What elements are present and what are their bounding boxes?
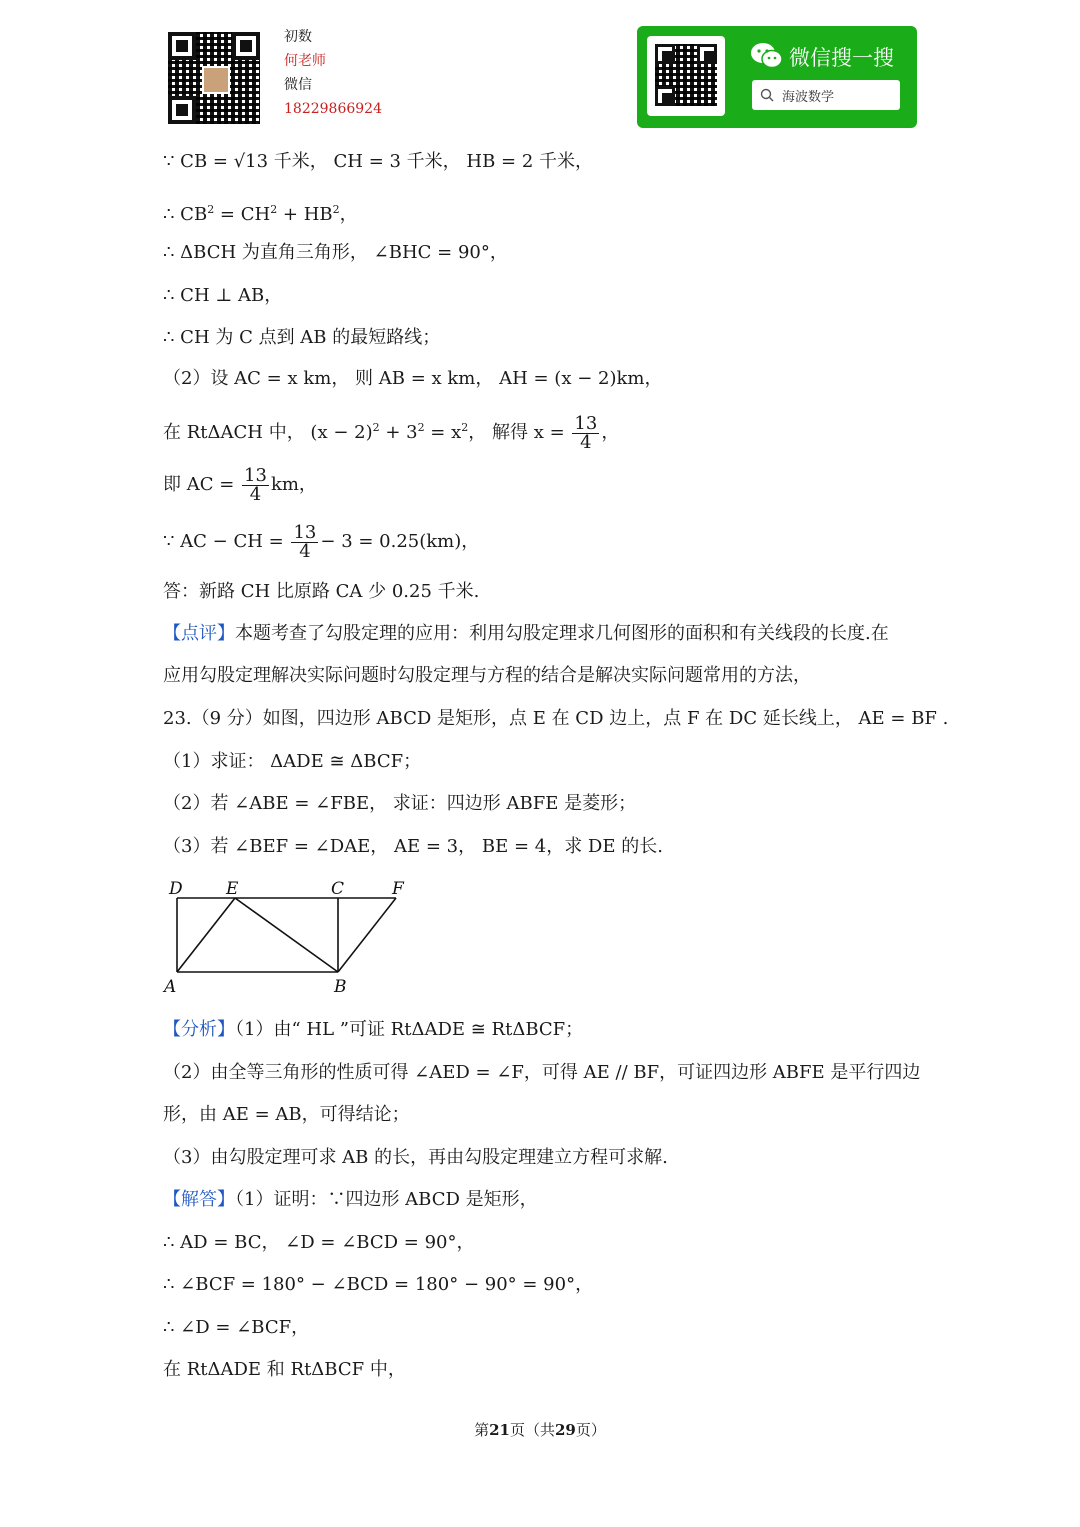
question-23-part-1: （1）求证： ΔADE ≅ ΔBCF； (163, 751, 422, 772)
header-line-1: 初数 (284, 29, 312, 45)
label-c: C (331, 879, 345, 899)
fraction-13-4: $\frac{13}{4}$ (244, 464, 267, 505)
wechat-qr-box (647, 36, 725, 116)
review-line-2: 应用勾股定理解决实际问题时勾股定理与方程的结合是解决实际问题常用的方法， (163, 665, 811, 686)
text-line-equation: 在 RtΔACH 中， $(x - 2)^2 + 3^2 = x^2$， 解得 x = $\frac{13}{4}$ ， (163, 412, 620, 453)
question-23-part-3: （3）若 ∠BEF = ∠DAE， AE = 3， BE = 4，求 DE 的长. (163, 836, 663, 857)
answer-tag: 解答 (181, 1189, 217, 1210)
wechat-search-box[interactable] (752, 80, 900, 110)
segment-eb (235, 898, 338, 972)
analysis-tag: 分析 (181, 1019, 217, 1040)
text-line-part2-setup: （2）设 AC = x km， 则 AB = x km， AH = (x − 2)km， (163, 368, 663, 389)
analysis-line-4: （3）由勾股定理可求 AB 的长，再由勾股定理建立方程可求解. (163, 1147, 668, 1168)
wechat-search-card[interactable] (637, 26, 917, 128)
text-line-right-triangle: ∴ ΔBCH 为直角三角形， ∠BHC = 90°， (163, 242, 508, 263)
wechat-title: 微信搜一搜 (789, 46, 894, 70)
answer-line-3: ∴ ∠BCF = 180° − ∠BCD = 180° − 90° = 90°， (163, 1274, 594, 1295)
header-teacher-name: 何老师 (284, 53, 326, 69)
question-23-part-2: （2）若 ∠ABE = ∠FBE， 求证：四边形 ABFE 是菱形； (163, 793, 637, 814)
wechat-qr-code (655, 44, 717, 106)
analysis-line-1: 【分析】（1）由“ HL ”可证 RtΔADE ≅ RtΔBCF； (163, 1019, 584, 1040)
teacher-qr-code (168, 32, 260, 124)
label-d: D (169, 879, 183, 899)
answer-line-4: ∴ ∠D = ∠BCF， (163, 1317, 310, 1338)
segment-ae (177, 898, 235, 972)
geometry-figure (158, 874, 418, 1000)
text-line-difference: ∵ AC − CH = $\frac{13}{4}$ − 3 = 0.25(km)， (163, 521, 480, 562)
wechat-icon (750, 42, 784, 70)
analysis-line-3: 形，由 AE = AB，可得结论； (163, 1104, 410, 1125)
search-icon (760, 88, 774, 102)
header-line-3: 微信 (284, 77, 312, 93)
answer-line-5: 在 RtΔADE 和 RtΔBCF 中， (163, 1359, 406, 1380)
label-e: E (226, 879, 239, 899)
text-line-pythagoras: ∴ $CB^2 = CH^2 + HB^2$， (163, 203, 358, 225)
page-number: 第21页（共29页） (474, 1421, 606, 1439)
text-line-answer: 答：新路 CH 比原路 CA 少 0.25 千米. (163, 581, 480, 602)
answer-line-2: ∴ AD = BC， ∠D = ∠BCD = 90°， (163, 1232, 475, 1253)
text-line-cb-ch-hb: ∵ CB = √13 千米， CH = 3 千米， HB = 2 千米， (163, 151, 594, 172)
text-line-shortest-path: ∴ CH 为 C 点到 AB 的最短路线； (163, 327, 441, 348)
wechat-search-text: 海波数学 (782, 90, 835, 105)
review-tag: 点评 (181, 623, 217, 644)
label-f: F (392, 879, 404, 899)
qr-avatar (202, 66, 230, 94)
text-line-perpendicular: ∴ CH ⊥ AB， (163, 285, 283, 306)
answer-line-1: 【解答】（1）证明：∵四边形 ABCD 是矩形， (163, 1189, 538, 1210)
review-line-1: 【点评】本题考查了勾股定理的应用：利用勾股定理求几何图形的面积和有关线段的长度.在 (163, 623, 889, 644)
text-line-ac-value: 即 AC = $\frac{13}{4}$ km， (163, 464, 317, 505)
label-b: B (334, 977, 347, 997)
question-23: 23.（9 分）如图，四边形 ABCD 是矩形，点 E 在 CD 边上，点 F 在 DC 延长线上， AE = BF . (163, 708, 949, 729)
fraction-13-4: $\frac{13}{4}$ (574, 412, 598, 453)
analysis-line-2: （2）由全等三角形的性质可得 ∠AED = ∠F，可得 AE // BF，可证四边形 ABFE 是平行四边 (163, 1062, 921, 1083)
header-phone: 18229866924 (284, 101, 382, 117)
fraction-13-4: $\frac{13}{4}$ (293, 521, 317, 562)
segment-bf (338, 898, 396, 972)
label-a: A (164, 977, 177, 997)
